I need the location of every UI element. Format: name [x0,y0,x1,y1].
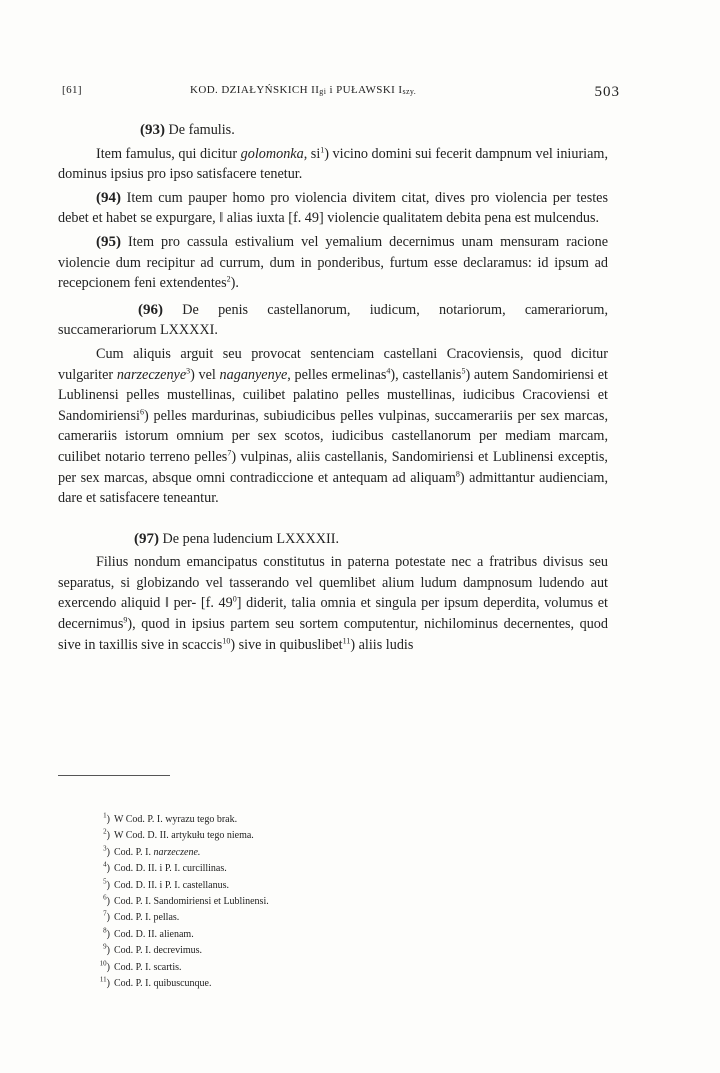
folio-separator: ‖ [165,595,169,612]
page-number: 503 [594,84,620,100]
footnote-6: $^6$) Cod. P. I. Sandomiriensi et Lublinensi. [103,893,269,908]
article-95-text: (95) Item pro cassula estivalium vel yemalium decernimus unam mensuram racione violencie dum recipitur ad currum, dum in ponderibus, furtum esse declaramus: id ipsum ad recepcionem feni extendentes$^2$). [58,233,608,292]
footnote-9: $^9$) Cod. P. I. decrevimus. [103,942,203,957]
footnote-ref: 2 [226,274,231,284]
article-97-text: Filius nondum emancipatus constitutus in paterna potestate nec a fratribus divisus seu separatus, si globizando vel tasserando vel quemlibet alium ludum dampnosum ludendo aut exercendo aliquid ‖ per- [f. $49^0$] diderit, talia omnia et singula per ipsum deperdita, volumus et decernimus$^9$), quod in ipsius partem seu sortem computentur, nichilominus decernentes, quod sive in taxillis sive in scaccis$^{10}$) sive in quibuslibet$^{11}$) aliis ludis [58,554,608,653]
footnote-7: $^7$) Cod. P. I. pellas. [103,910,180,924]
footnote-ref: 9 [123,615,128,625]
footnote-2: $^2$) W Cod. D. II. artykułu tego niema. [103,828,254,842]
article-94-text: (94) Item cum pauper homo pro violencia divitem citat, dives pro violencia per testes debet et habet se expurgare, ‖ alias iuxta [f. 49] violencie qualitatem debita pena est mulcendus. [58,189,608,227]
main-text [58,120,608,655]
footnote-ref: 8 [455,468,460,478]
footnote-4: $^4$) Cod. D. II. i P. I. curcillinas. [103,860,227,875]
footnote-ref: 6 [139,406,144,416]
footnote-ref: 1 [320,144,325,154]
section-marker: [61] [62,84,82,96]
article-97-heading: (97) De pena ludencium LXXXXII. [134,530,340,547]
footnote-1: $^1$) W Cod. P. I. wyrazu tego brak. [103,811,238,825]
footnote-10: $^{10}$) Cod. P. I. scartis. [99,959,182,973]
footnote-5: $^5$) Cod. D. II. i P. I. castellanus. [103,877,229,891]
footnote-divider [58,775,170,776]
footnote-ref: 4 [386,365,391,375]
footnote-11: $^{11}$) Cod. P. I. quibuscunque. [99,975,212,990]
article-93-text: Item famulus, qui dicitur golomonka, $si^1$) vicino domini sui fecerit dampnum vel iniuriam, dominus ipsius pro ipso satisfacere tenetur. [58,144,608,183]
footnote-3: $^3$) Cod. P. I. narzeczene. [103,844,201,858]
footnote-8: $^8$) Cod. D. II. alienam. [103,926,194,940]
running-title: KOD. DZIAŁYŃSKICH $II_{gi}$ i PUŁAWSKI $I_{szy.}$ [190,84,417,96]
running-header [62,80,622,110]
article-96-text: Cum aliquis arguit seu provocat sentenciam castellani Cracoviensis, quod dicitur vulgariter narzeczenye$^3$) vel naganyenye, pelles ermelinas$^4$), castellanis$^5$) autem Sandomiriensi et Lublinensi pelles mustellinas, cuilibet palatino pelles mustellinas, iudicibus Cracoviensi et Sandomiriensi$^6$) pelles mardurinas, subiudicibus pelles vulpinas, succamerariis per sex marcas, camerariis istorum omnium per sex scotos, iudicibus castellanorum per mediam marcam, cuilibet notario terreno pelles$^7$) vulpinas, aliis castellanis, Sandomiriensi et Lublinensi exceptis, per sex marcas, absque omni contradiccione et antequam ad aliquam$^8$) admittantur audienciam, dare et satisfacere teneantur. [58,345,609,507]
article-96-heading: (96) De penis castellanorum, iudicum, notariorum, camerariorum, succamerariorum LXXXXI. [58,301,608,339]
footnote-ref: 5 [461,365,466,375]
footnotes [92,812,269,992]
footnote-ref: 7 [227,448,232,458]
footnote-ref: 10 [222,635,231,645]
footnote-ref: 11 [342,635,351,645]
article-93-heading: (93) De famulis. [140,122,235,138]
folio-separator: ‖ [219,210,224,227]
footnote-ref: 3 [186,365,191,375]
